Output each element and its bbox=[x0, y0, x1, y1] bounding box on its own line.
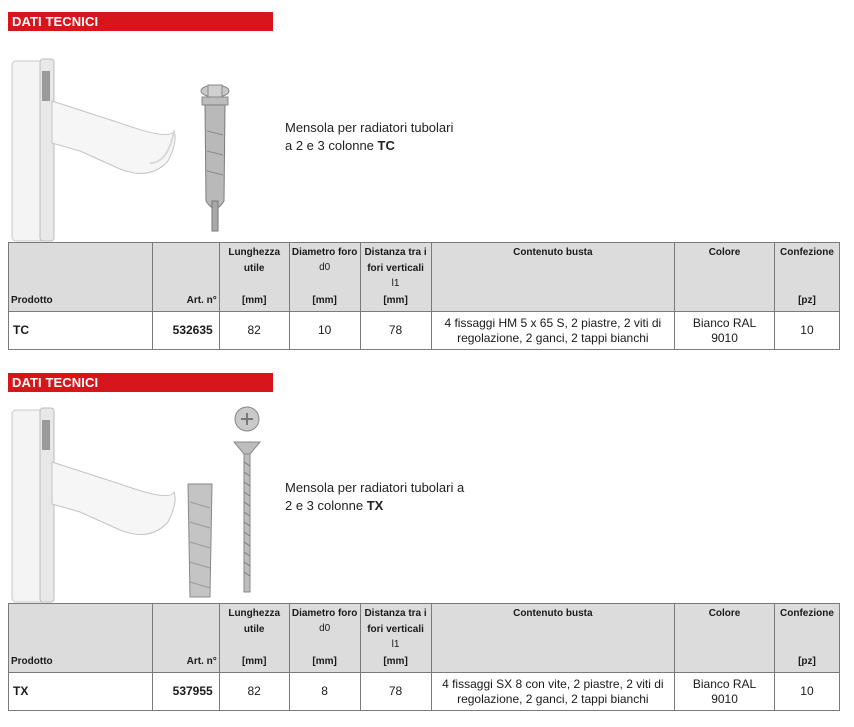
header-art: Art. n° bbox=[152, 604, 219, 673]
cell-art: 537955 bbox=[152, 673, 219, 711]
radiator-bracket-image bbox=[12, 408, 175, 602]
header-contenuto: Contenuto busta bbox=[431, 604, 675, 673]
description-text: a 2 e 3 colonne bbox=[285, 138, 378, 153]
section-tx bbox=[0, 373, 854, 718]
section-banner: DATI TECNICI bbox=[8, 373, 273, 392]
table-row bbox=[9, 312, 840, 350]
cell-distanza: 78 bbox=[360, 673, 431, 711]
header-distanza: Distanza tra i fori verticali l1 [mm] bbox=[360, 604, 431, 673]
description-line bbox=[285, 497, 464, 515]
cell-colore: Bianco RAL 9010 bbox=[675, 673, 775, 711]
screw-image bbox=[234, 407, 260, 592]
header-colore: Colore bbox=[675, 604, 775, 673]
wall-plug-image bbox=[188, 484, 212, 597]
spec-table-tx bbox=[8, 603, 840, 711]
header-prodotto: Prodotto bbox=[9, 243, 153, 312]
section-banner: DATI TECNICI bbox=[8, 12, 273, 31]
cell-prodotto: TX bbox=[9, 673, 153, 711]
table-header-row bbox=[9, 604, 840, 673]
cell-lunghezza: 82 bbox=[219, 312, 289, 350]
cell-prodotto: TC bbox=[9, 312, 153, 350]
cell-contenuto: 4 fissaggi HM 5 x 65 S, 2 piastre, 2 viti di regolazione, 2 ganci, 2 tappi bianchi bbox=[431, 312, 675, 350]
cell-contenuto: 4 fissaggi SX 8 con vite, 2 piastre, 2 viti di regolazione, 2 ganci, 2 tappi bianchi bbox=[431, 673, 675, 711]
description-line bbox=[285, 137, 453, 155]
header-confezione: Confezione [pz] bbox=[774, 243, 839, 312]
product-code: TX bbox=[366, 498, 384, 513]
header-lunghezza: Lunghezza utile [mm] bbox=[219, 243, 289, 312]
description-line: Mensola per radiatori tubolari a bbox=[285, 480, 465, 495]
cell-diametro: 10 bbox=[289, 312, 360, 350]
cell-art: 532635 bbox=[152, 312, 219, 350]
header-diametro: Diametro foro d0 [mm] bbox=[289, 604, 360, 673]
spec-table-tc bbox=[8, 242, 840, 350]
header-contenuto: Contenuto busta bbox=[431, 243, 675, 312]
cell-confezione: 10 bbox=[774, 312, 839, 350]
product-description bbox=[285, 479, 464, 515]
header-diametro: Diametro foro d0 [mm] bbox=[289, 243, 360, 312]
product-code: TC bbox=[377, 138, 395, 153]
header-prodotto: Prodotto bbox=[9, 604, 153, 673]
product-images-tx bbox=[0, 392, 280, 607]
header-lunghezza: Lunghezza utile [mm] bbox=[219, 604, 289, 673]
table-header-row bbox=[9, 243, 840, 312]
cell-confezione: 10 bbox=[774, 673, 839, 711]
table-row bbox=[9, 673, 840, 711]
header-art: Art. n° bbox=[152, 243, 219, 312]
description-line: Mensola per radiatori tubolari bbox=[285, 120, 454, 135]
header-colore: Colore bbox=[675, 243, 775, 312]
product-description bbox=[285, 119, 453, 155]
description-text: 2 e 3 colonne bbox=[285, 498, 367, 513]
section-tc bbox=[0, 12, 854, 357]
cell-distanza: 78 bbox=[360, 312, 431, 350]
hollow-anchor-image bbox=[201, 85, 229, 231]
header-distanza: Distanza tra i fori verticali l1 [mm] bbox=[360, 243, 431, 312]
product-images-tc bbox=[0, 31, 280, 246]
cell-colore: Bianco RAL 9010 bbox=[675, 312, 775, 350]
cell-diametro: 8 bbox=[289, 673, 360, 711]
header-confezione: Confezione [pz] bbox=[774, 604, 839, 673]
cell-lunghezza: 82 bbox=[219, 673, 289, 711]
radiator-bracket-image bbox=[12, 59, 175, 241]
